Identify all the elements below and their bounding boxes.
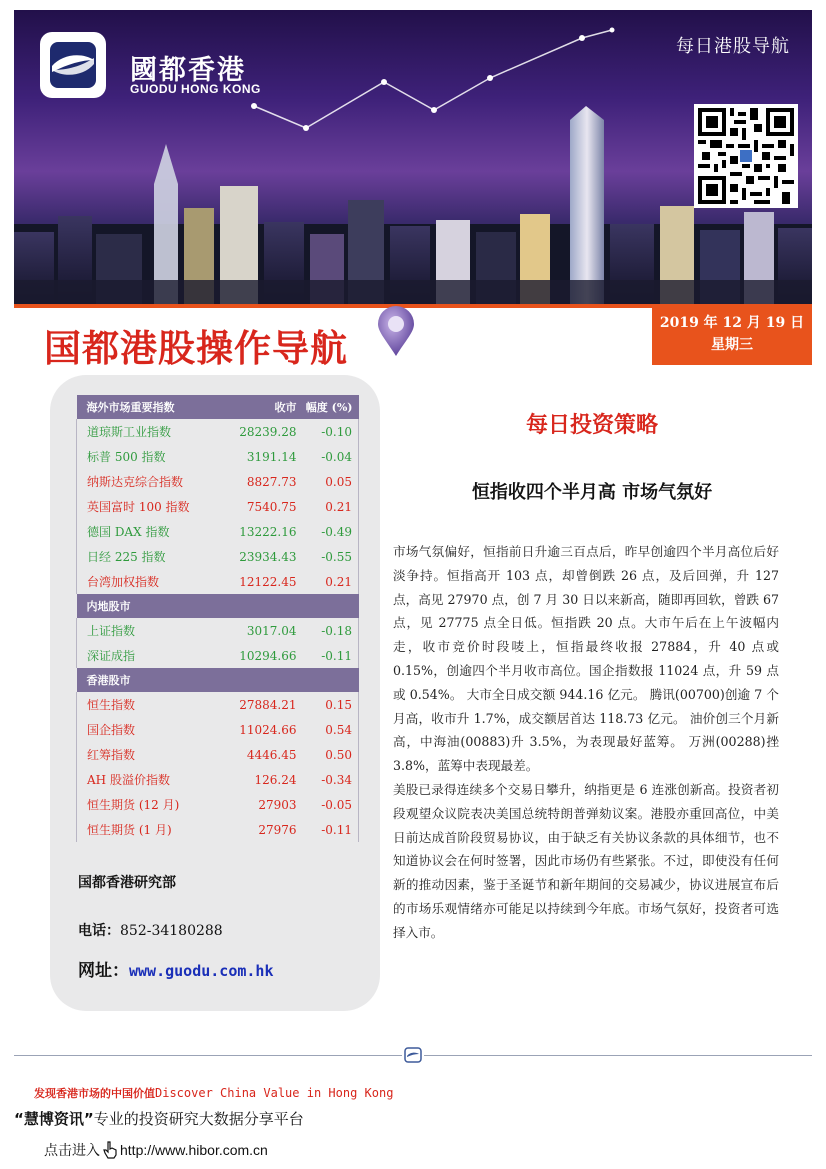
- index-name: 国企指数: [77, 717, 212, 742]
- report-type-tag: 每日港股导航: [676, 36, 790, 57]
- qr-code-icon: [694, 104, 798, 208]
- index-close: 8827.73: [246, 474, 297, 489]
- table-row: [77, 544, 359, 569]
- logo-chinese-name: 國都香港: [130, 55, 246, 86]
- index-change: -0.49: [297, 519, 359, 544]
- index-close: 3191.14: [246, 449, 297, 464]
- index-change: -0.34: [297, 767, 359, 792]
- index-close: 10294.66: [239, 648, 297, 663]
- table-row: [77, 419, 359, 444]
- report-date: 2019 年 12 月 19 日: [659, 315, 805, 331]
- index-change: -0.04: [297, 444, 359, 469]
- table-row: [77, 742, 359, 767]
- phone-number: 852-34180288: [120, 923, 223, 939]
- table-section-header: [77, 395, 359, 419]
- research-department: 国都香港研究部: [78, 875, 176, 891]
- index-name: 红筹指数: [77, 742, 212, 767]
- section-header-label: 内地股市: [77, 594, 359, 618]
- index-close: 23934.43: [239, 549, 297, 564]
- index-close: 13222.16: [239, 524, 297, 539]
- index-close: 4446.45: [246, 747, 297, 762]
- index-change: -0.05: [297, 792, 359, 817]
- index-change: 0.21: [297, 494, 359, 519]
- page-title: 国都港股操作导航: [44, 327, 348, 370]
- slogan-english: Discover China Value in Hong Kong: [155, 1086, 394, 1100]
- table-row: [77, 569, 359, 594]
- section-title: 每日投资策略: [525, 413, 658, 438]
- index-name: 上证指数: [77, 618, 212, 643]
- index-name: 台湾加权指数: [77, 569, 212, 594]
- index-change: 0.05: [297, 469, 359, 494]
- table-row: [77, 692, 359, 717]
- guodu-logo-icon: [40, 32, 106, 98]
- table-row: [77, 444, 359, 469]
- website-line: [78, 956, 274, 981]
- article-headline: 恒指收四个半月高 市场气氛好: [471, 482, 713, 503]
- index-close: 11024.66: [239, 722, 297, 737]
- footer-slogan: [34, 1085, 393, 1101]
- website-label: 网址：: [78, 961, 129, 981]
- slogan-chinese: 发现香港市场的中国价值: [34, 1087, 155, 1100]
- report-weekday: 星期三: [711, 337, 753, 353]
- enter-link-line: [44, 1140, 268, 1160]
- index-close: 7540.75: [246, 499, 297, 514]
- platform-description: 专业的投资研究大数据分享平台: [93, 1110, 304, 1128]
- table-row: [77, 618, 359, 643]
- section-header-label: 香港股市: [77, 668, 359, 692]
- table-row: [77, 717, 359, 742]
- location-pin-icon: [374, 304, 418, 358]
- index-change: -0.11: [297, 817, 359, 842]
- table-row: [77, 792, 359, 817]
- phone-label: 电话：: [78, 923, 120, 939]
- index-name: 英国富时 100 指数: [77, 494, 212, 519]
- table-row: [77, 519, 359, 544]
- article-paragraph-1: 市场气氛偏好，恒指前日升逾三百点后，昨早创逾四个半月高位后好淡争持。恒指高开 103 点，却曾倒跌 26 点，及后回弹，升 127 点，高见 27970 点，创 7 月 30 日以来新高，随即再回软，曾跌 67 点，见 27775 点全日低。恒指跌 20 点。大市午后在上午波幅内走，收市竞价时段唛上，恒指最终收报 27884，升 40 点或 0.15%，创逾四个半月收市高位。国企指数报 11024 点，升 59 点或 0.54%。 大市全日成交额 944.16 亿元。 腾讯(00700)创逾 7 个月高，收市升 1.7%，成交额居首达 118.73 亿元。 油价创三个月新高，中海油(00883)升 3.5%，为表现最好蓝筹。 万洲(00288)挫 3.8%，蓝筹中表现最差。: [393, 544, 779, 774]
- index-name: 德国 DAX 指数: [77, 519, 212, 544]
- market-index-table: [76, 395, 359, 842]
- index-close: 12122.45: [239, 574, 297, 589]
- index-name: 纳斯达克综合指数: [77, 469, 212, 494]
- footer-logo-icon: [402, 1045, 424, 1065]
- column-header: 收市: [212, 395, 297, 419]
- phone-line: [78, 920, 223, 940]
- index-change: -0.10: [297, 419, 359, 444]
- column-header: 海外市场重要指数: [77, 395, 212, 419]
- article-paragraph-2: 美股已录得连续多个交易日攀升，纳指更是 6 连涨创新高。投资者初段观望众议院表决美国总统特朗普弹劾议案。港股亦重回高位，中美日前达成首阶段贸易协议，由于缺乏有关协议条款的具体细节，也不知道协议会在何时签署，因此市场仍有些紧张。不过，即使没有任何新的推动因素，鉴于圣诞节和新年期间的交易减少，协议进展宣布后的市场乐观情绪亦可能足以持续到今年底。市场气氛好，投资者可选择入市。: [393, 781, 779, 940]
- table-section-header: [77, 594, 359, 618]
- enter-label: 点击进入: [44, 1143, 100, 1159]
- index-change: 0.21: [297, 569, 359, 594]
- table-row: [77, 767, 359, 792]
- hibor-link[interactable]: http://www.hibor.com.cn: [120, 1142, 268, 1158]
- index-close: 27884.21: [239, 697, 297, 712]
- column-header: 幅度 (%): [297, 395, 359, 419]
- index-close: 27976: [258, 822, 297, 837]
- index-close: 126.24: [254, 772, 297, 787]
- pointing-hand-icon: [102, 1141, 118, 1159]
- index-change: 0.50: [297, 742, 359, 767]
- logo-english-name: GUODU HONG KONG: [130, 82, 261, 96]
- header-banner: [14, 10, 812, 304]
- index-name: 恒生期货 (12 月): [77, 792, 212, 817]
- table-row: [77, 817, 359, 842]
- website-link[interactable]: www.guodu.com.hk: [129, 962, 274, 980]
- index-change: 0.54: [297, 717, 359, 742]
- table-section-header: [77, 668, 359, 692]
- index-close: 27903: [258, 797, 297, 812]
- table-row: [77, 469, 359, 494]
- index-close: 28239.28: [239, 424, 297, 439]
- table-row: [77, 494, 359, 519]
- index-change: -0.11: [297, 643, 359, 668]
- city-skyline-image: [14, 104, 812, 304]
- index-name: 恒生指数: [77, 692, 212, 717]
- report-date-box: [652, 308, 812, 365]
- index-name: 标普 500 指数: [77, 444, 212, 469]
- platform-name: “慧博资讯”: [14, 1110, 94, 1128]
- article-body: [393, 540, 779, 945]
- index-name: 道琼斯工业指数: [77, 419, 212, 444]
- table-row: [77, 643, 359, 668]
- index-name: AH 股溢价指数: [77, 767, 212, 792]
- index-name: 深证成指: [77, 643, 212, 668]
- index-close: 3017.04: [246, 623, 297, 638]
- index-change: -0.18: [297, 618, 359, 643]
- platform-line: [14, 1108, 304, 1129]
- index-change: -0.55: [297, 544, 359, 569]
- index-change: 0.15: [297, 692, 359, 717]
- index-name: 恒生期货 (1 月): [77, 817, 212, 842]
- index-name: 日经 225 指数: [77, 544, 212, 569]
